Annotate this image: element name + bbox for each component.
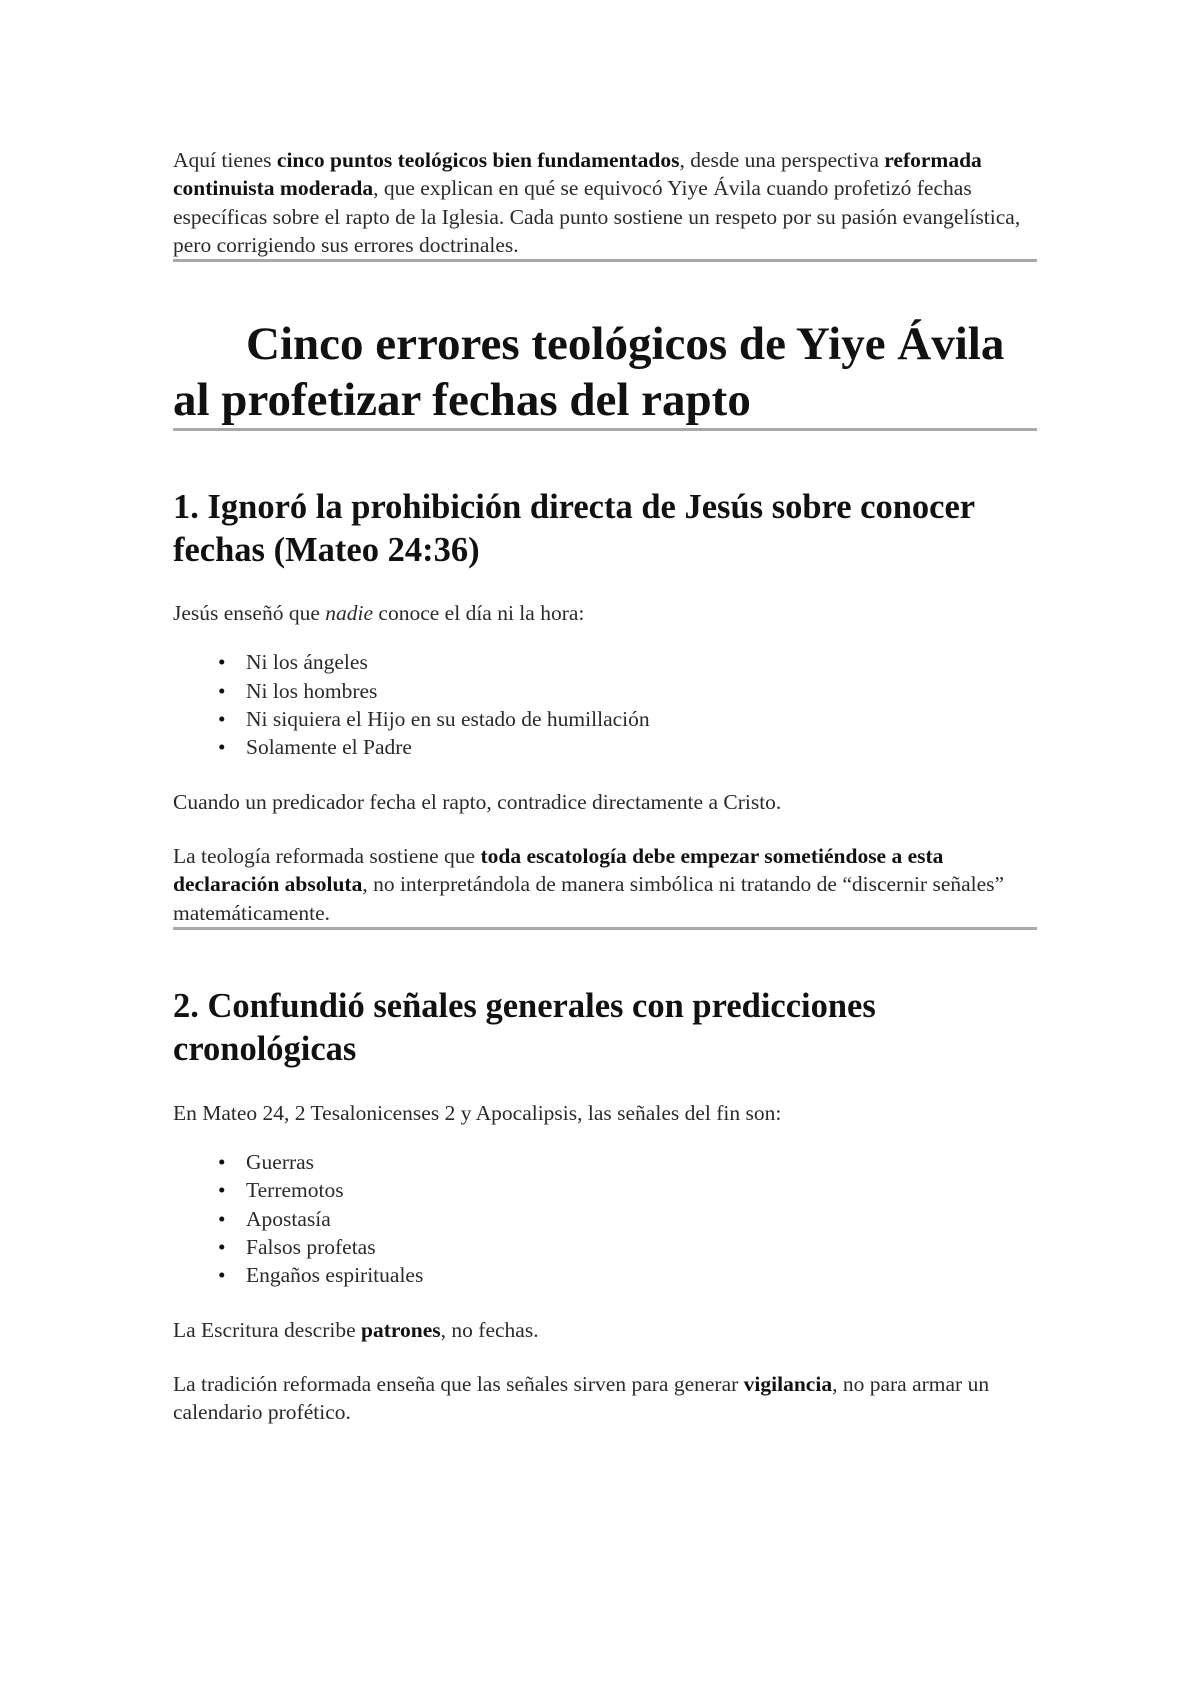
section-2-p2-text-2: , no fechas. (440, 1317, 539, 1342)
section-2-paragraph-2 (173, 1316, 1037, 1344)
list-item (173, 1176, 1037, 1204)
section-2-paragraph-3 (173, 1370, 1037, 1427)
list-item-text: Ni siquiera el Hijo en su estado de humillación (246, 707, 650, 732)
page-title-line-1: Cinco errores teológicos de Yiye Ávila (246, 318, 1005, 371)
section-2-p3-text-2: , no para armar un calendario profético. (173, 1371, 990, 1425)
list-item-text: Terremotos (246, 1178, 344, 1203)
bullet-icon: • (218, 707, 226, 732)
horizontal-rule (173, 259, 1037, 262)
section-1-paragraph-2: Cuando un predicador fecha el rapto, contradice directamente a Cristo. (173, 789, 782, 814)
document-page (173, 0, 1037, 1427)
intro-bold-2: reformada continuista moderada (173, 148, 982, 201)
section-2-bullet-list (173, 1148, 1037, 1289)
page-title (173, 316, 1037, 428)
section-2-p3-text-1: La tradición reformada enseña que las señales sirven para generar (173, 1371, 744, 1396)
intro-text-3: , que explican en qué se equivocó Yiye Ávila cuando profetizó fechas específicas sobre el rapto de la Iglesia. Cada punto sostiene un respeto por su pasión evangelística, pero corrigiendo sus errores doctrinales. (173, 176, 1021, 257)
list-item (173, 705, 1037, 733)
list-item (173, 1261, 1037, 1289)
bullet-icon: • (218, 1150, 226, 1175)
section-1-lead-emphasis: nadie (325, 601, 374, 626)
section-1-heading (173, 486, 1037, 572)
section-1-lead-text-1: Jesús enseñó que (173, 601, 326, 626)
section-1-lead-text-2: conoce el día ni la hora: (373, 601, 585, 626)
bullet-icon: • (218, 1235, 226, 1260)
list-item (173, 1205, 1037, 1233)
section-1-heading-line-2: fechas (Mateo 24:36) (173, 531, 480, 570)
intro-bold-1: cinco puntos teológicos bien fundamentados (276, 148, 680, 172)
intro-paragraph (173, 0, 1037, 259)
bullet-icon: • (218, 1178, 226, 1203)
section-2-lead: En Mateo 24, 2 Tesalonicenses 2 y Apocalipsis, las señales del fin son: (173, 1100, 782, 1125)
bullet-icon: • (218, 1206, 226, 1231)
list-item-text: Falsos profetas (246, 1235, 376, 1260)
horizontal-rule (173, 927, 1037, 930)
section-1-heading-line-1: 1. Ignoró la prohibición directa de Jesús sobre conocer (173, 488, 976, 527)
section-2-p2-text-1: La Escritura describe (173, 1317, 362, 1342)
list-item (173, 1148, 1037, 1176)
page-title-line-2: al profetizar fechas del rapto (173, 374, 751, 427)
section-2-p3-bold: vigilancia (743, 1371, 833, 1396)
bullet-icon: • (218, 1263, 226, 1288)
section-2-heading-line-1: 2. Confundió señales generales con predicciones (173, 986, 876, 1025)
list-item-text: Apostasía (246, 1206, 331, 1231)
list-item (173, 648, 1037, 676)
section-1-paragraph-3 (173, 842, 1037, 927)
section-1-bullet-list (173, 648, 1037, 761)
section-2-p2-bold: patrones (361, 1317, 441, 1342)
section-1-p3-bold: toda escatología debe empezar sometiéndose a esta declaración absoluta (173, 843, 944, 897)
list-item-text: Solamente el Padre (246, 735, 412, 760)
list-item-text: Ni los ángeles (246, 650, 368, 675)
bullet-icon: • (218, 650, 226, 675)
section-1-p3-text-1: La teología reformada sostiene que (173, 843, 481, 868)
list-item-text: Ni los hombres (246, 678, 378, 703)
list-item-text: Guerras (246, 1150, 315, 1175)
list-item (173, 677, 1037, 705)
intro-text-2: , desde una perspectiva (679, 148, 885, 172)
intro-text-1: Aquí tienes (173, 148, 277, 172)
horizontal-rule (173, 428, 1037, 431)
list-item (173, 733, 1037, 761)
section-2-heading (173, 985, 1037, 1071)
bullet-icon: • (218, 735, 226, 760)
list-item (173, 1233, 1037, 1261)
section-1-p3-text-2: , no interpretándola de manera simbólica ni tratando de “discernir señales” matemáticamente. (173, 872, 1005, 925)
list-item-text: Engaños espirituales (246, 1263, 424, 1288)
section-1-lead (173, 599, 1037, 627)
section-2-heading-line-2: cronológicas (173, 1029, 357, 1068)
bullet-icon: • (218, 678, 226, 703)
